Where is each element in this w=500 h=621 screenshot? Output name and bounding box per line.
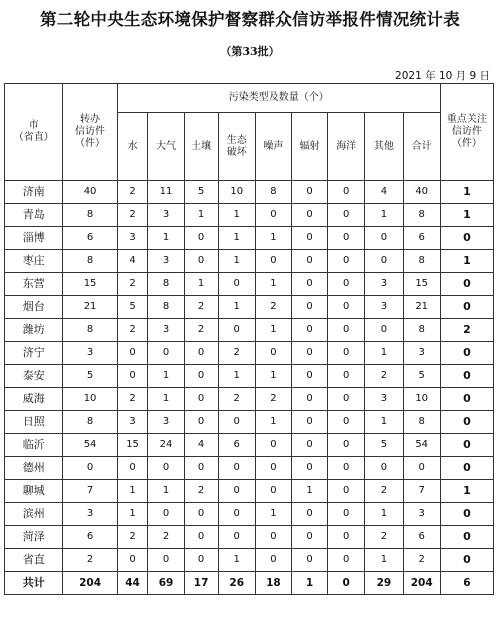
cell-eco: 0: [218, 319, 255, 342]
cell-eco: 0: [218, 480, 255, 503]
header-radiation: 辐射: [291, 113, 327, 181]
cell-other: 29: [365, 572, 403, 595]
table-row: [5, 434, 494, 457]
cell-city: 济宁: [5, 342, 63, 365]
cell-soil: 0: [184, 549, 218, 572]
cell-city: 济南: [5, 181, 63, 204]
cell-soil: 4: [184, 434, 218, 457]
cell-other: 1: [365, 549, 403, 572]
cell-transferred: 54: [63, 434, 117, 457]
header-noise: 噪声: [255, 113, 291, 181]
cell-eco: 1: [218, 365, 255, 388]
cell-transferred: 8: [63, 204, 117, 227]
cell-air: 11: [148, 181, 184, 204]
cell-other: 2: [365, 480, 403, 503]
cell-transferred: 204: [63, 572, 117, 595]
cell-transferred: 21: [63, 296, 117, 319]
cell-eco: 1: [218, 296, 255, 319]
cell-water: 3: [117, 411, 148, 434]
cell-key: 1: [440, 181, 493, 204]
cell-other: 3: [365, 296, 403, 319]
header-air: 大气: [148, 113, 184, 181]
cell-city: 临沂: [5, 434, 63, 457]
table-row: [5, 365, 494, 388]
cell-eco: 1: [218, 204, 255, 227]
cell-noise: 0: [255, 457, 291, 480]
cell-soil: 0: [184, 227, 218, 250]
cell-other: 1: [365, 411, 403, 434]
cell-transferred: 10: [63, 388, 117, 411]
cell-city: 东营: [5, 273, 63, 296]
cell-eco: 0: [218, 411, 255, 434]
cell-air: 1: [148, 480, 184, 503]
cell-air: 8: [148, 273, 184, 296]
cell-ocean: 0: [328, 296, 365, 319]
cell-subtotal: 21: [403, 296, 440, 319]
cell-water: 2: [117, 273, 148, 296]
cell-noise: 18: [255, 572, 291, 595]
cell-water: 15: [117, 434, 148, 457]
cell-noise: 0: [255, 549, 291, 572]
cell-key: 0: [440, 411, 493, 434]
table-row: [5, 204, 494, 227]
cell-key: 1: [440, 480, 493, 503]
cell-eco: 2: [218, 342, 255, 365]
cell-subtotal: 8: [403, 250, 440, 273]
cell-water: 2: [117, 319, 148, 342]
cell-key: 0: [440, 365, 493, 388]
cell-key: 2: [440, 319, 493, 342]
cell-subtotal: 2: [403, 549, 440, 572]
cell-other: 5: [365, 434, 403, 457]
cell-transferred: 3: [63, 342, 117, 365]
cell-subtotal: 6: [403, 526, 440, 549]
cell-city: 共计: [5, 572, 63, 595]
cell-radiation: 0: [291, 365, 327, 388]
cell-water: 0: [117, 549, 148, 572]
cell-transferred: 15: [63, 273, 117, 296]
cell-other: 4: [365, 181, 403, 204]
cell-noise: 8: [255, 181, 291, 204]
cell-radiation: 0: [291, 227, 327, 250]
cell-city: 聊城: [5, 480, 63, 503]
cell-water: 0: [117, 365, 148, 388]
cell-noise: 2: [255, 296, 291, 319]
table-row: [5, 503, 494, 526]
cell-eco: 0: [218, 526, 255, 549]
cell-water: 4: [117, 250, 148, 273]
cell-eco: 1: [218, 250, 255, 273]
cell-other: 2: [365, 526, 403, 549]
cell-soil: 2: [184, 480, 218, 503]
cell-city: 烟台: [5, 296, 63, 319]
cell-soil: 2: [184, 319, 218, 342]
cell-noise: 1: [255, 411, 291, 434]
cell-air: 3: [148, 319, 184, 342]
cell-radiation: 0: [291, 319, 327, 342]
header-city: 市 （省直）: [5, 84, 63, 181]
cell-ocean: 0: [328, 365, 365, 388]
cell-other: 1: [365, 204, 403, 227]
cell-air: 2: [148, 526, 184, 549]
cell-other: 2: [365, 365, 403, 388]
cell-eco: 2: [218, 388, 255, 411]
cell-city: 威海: [5, 388, 63, 411]
cell-key: 0: [440, 457, 493, 480]
cell-other: 3: [365, 273, 403, 296]
cell-noise: 0: [255, 342, 291, 365]
cell-other: 0: [365, 319, 403, 342]
cell-radiation: 0: [291, 411, 327, 434]
cell-other: 0: [365, 457, 403, 480]
cell-ocean: 0: [328, 273, 365, 296]
cell-air: 1: [148, 227, 184, 250]
cell-key: 0: [440, 503, 493, 526]
cell-soil: 0: [184, 342, 218, 365]
cell-radiation: 0: [291, 434, 327, 457]
cell-soil: 0: [184, 411, 218, 434]
cell-city: 青岛: [5, 204, 63, 227]
cell-noise: 1: [255, 365, 291, 388]
cell-eco: 6: [218, 434, 255, 457]
cell-other: 3: [365, 388, 403, 411]
cell-eco: 1: [218, 549, 255, 572]
cell-transferred: 8: [63, 250, 117, 273]
cell-air: 0: [148, 457, 184, 480]
statistics-table: [4, 83, 494, 595]
table-row: [5, 273, 494, 296]
cell-soil: 0: [184, 388, 218, 411]
cell-city: 菏泽: [5, 526, 63, 549]
cell-water: 5: [117, 296, 148, 319]
table-row: [5, 181, 494, 204]
cell-transferred: 8: [63, 319, 117, 342]
cell-transferred: 6: [63, 526, 117, 549]
cell-water: 3: [117, 227, 148, 250]
cell-subtotal: 40: [403, 181, 440, 204]
cell-noise: 0: [255, 480, 291, 503]
cell-soil: 0: [184, 503, 218, 526]
table-row: [5, 296, 494, 319]
cell-transferred: 6: [63, 227, 117, 250]
cell-ocean: 0: [328, 572, 365, 595]
table-row: [5, 526, 494, 549]
cell-noise: 0: [255, 526, 291, 549]
cell-subtotal: 54: [403, 434, 440, 457]
cell-subtotal: 5: [403, 365, 440, 388]
cell-eco: 1: [218, 227, 255, 250]
cell-subtotal: 10: [403, 388, 440, 411]
cell-ocean: 0: [328, 250, 365, 273]
cell-soil: 17: [184, 572, 218, 595]
header-subtotal: 合计: [403, 113, 440, 181]
cell-ocean: 0: [328, 503, 365, 526]
cell-radiation: 0: [291, 250, 327, 273]
cell-radiation: 0: [291, 181, 327, 204]
cell-transferred: 2: [63, 549, 117, 572]
cell-other: 1: [365, 342, 403, 365]
cell-air: 0: [148, 342, 184, 365]
cell-water: 0: [117, 457, 148, 480]
table-row: [5, 549, 494, 572]
cell-ocean: 0: [328, 411, 365, 434]
cell-city: 枣庄: [5, 250, 63, 273]
header-pollution-group: 污染类型及数量（个）: [117, 84, 440, 113]
cell-radiation: 0: [291, 273, 327, 296]
cell-transferred: 3: [63, 503, 117, 526]
cell-ocean: 0: [328, 319, 365, 342]
cell-eco: 0: [218, 457, 255, 480]
cell-radiation: 1: [291, 572, 327, 595]
cell-eco: 10: [218, 181, 255, 204]
cell-ocean: 0: [328, 227, 365, 250]
cell-water: 44: [117, 572, 148, 595]
cell-key: 0: [440, 549, 493, 572]
cell-transferred: 40: [63, 181, 117, 204]
cell-city: 滨州: [5, 503, 63, 526]
cell-soil: 1: [184, 273, 218, 296]
table-row: [5, 457, 494, 480]
cell-key: 0: [440, 273, 493, 296]
cell-radiation: 0: [291, 296, 327, 319]
cell-subtotal: 3: [403, 503, 440, 526]
header-eco: 生态 破坏: [218, 113, 255, 181]
cell-radiation: 1: [291, 480, 327, 503]
cell-air: 3: [148, 250, 184, 273]
cell-ocean: 0: [328, 526, 365, 549]
report-date: 2021 年 10 月 9 日: [395, 70, 490, 82]
cell-city: 日照: [5, 411, 63, 434]
cell-city: 泰安: [5, 365, 63, 388]
table-row: [5, 342, 494, 365]
cell-key: 0: [440, 296, 493, 319]
cell-subtotal: 8: [403, 411, 440, 434]
cell-city: 德州: [5, 457, 63, 480]
cell-ocean: 0: [328, 457, 365, 480]
cell-transferred: 0: [63, 457, 117, 480]
cell-ocean: 0: [328, 181, 365, 204]
cell-key: 0: [440, 434, 493, 457]
cell-radiation: 0: [291, 388, 327, 411]
cell-transferred: 7: [63, 480, 117, 503]
table-body: [5, 181, 494, 595]
cell-radiation: 0: [291, 457, 327, 480]
cell-radiation: 0: [291, 526, 327, 549]
cell-noise: 1: [255, 227, 291, 250]
cell-other: 0: [365, 227, 403, 250]
cell-ocean: 0: [328, 342, 365, 365]
cell-key: 0: [440, 388, 493, 411]
cell-air: 8: [148, 296, 184, 319]
cell-key: 1: [440, 204, 493, 227]
cell-ocean: 0: [328, 204, 365, 227]
cell-noise: 0: [255, 250, 291, 273]
table-row: [5, 250, 494, 273]
cell-noise: 0: [255, 434, 291, 457]
table-row: [5, 227, 494, 250]
cell-air: 69: [148, 572, 184, 595]
cell-noise: 1: [255, 273, 291, 296]
cell-soil: 0: [184, 526, 218, 549]
cell-soil: 0: [184, 365, 218, 388]
cell-ocean: 0: [328, 434, 365, 457]
cell-ocean: 0: [328, 549, 365, 572]
cell-eco: 0: [218, 503, 255, 526]
cell-subtotal: 15: [403, 273, 440, 296]
header-key-focus: 重点关注 信访件 （件）: [440, 84, 493, 181]
header-transferred: 转办 信访件 （件）: [63, 84, 117, 181]
cell-subtotal: 8: [403, 319, 440, 342]
cell-water: 1: [117, 503, 148, 526]
cell-radiation: 0: [291, 549, 327, 572]
cell-air: 3: [148, 411, 184, 434]
cell-noise: 2: [255, 388, 291, 411]
cell-water: 1: [117, 480, 148, 503]
cell-city: 淄博: [5, 227, 63, 250]
cell-soil: 0: [184, 250, 218, 273]
cell-subtotal: 0: [403, 457, 440, 480]
cell-city: 省直: [5, 549, 63, 572]
cell-radiation: 0: [291, 342, 327, 365]
cell-city: 潍坊: [5, 319, 63, 342]
cell-subtotal: 204: [403, 572, 440, 595]
cell-key: 0: [440, 342, 493, 365]
table-row: [5, 480, 494, 503]
total-row: [5, 572, 494, 595]
cell-soil: 1: [184, 204, 218, 227]
cell-water: 2: [117, 181, 148, 204]
table-row: [5, 319, 494, 342]
cell-air: 0: [148, 549, 184, 572]
cell-noise: 1: [255, 503, 291, 526]
cell-radiation: 0: [291, 204, 327, 227]
cell-other: 0: [365, 250, 403, 273]
cell-water: 0: [117, 342, 148, 365]
cell-water: 2: [117, 204, 148, 227]
cell-key: 6: [440, 572, 493, 595]
cell-water: 2: [117, 526, 148, 549]
cell-subtotal: 8: [403, 204, 440, 227]
cell-ocean: 0: [328, 480, 365, 503]
cell-water: 2: [117, 388, 148, 411]
cell-other: 1: [365, 503, 403, 526]
cell-air: 0: [148, 503, 184, 526]
cell-radiation: 0: [291, 503, 327, 526]
cell-key: 0: [440, 526, 493, 549]
cell-soil: 2: [184, 296, 218, 319]
cell-noise: 0: [255, 204, 291, 227]
cell-noise: 1: [255, 319, 291, 342]
page-title: 第二轮中央生态环境保护督察群众信访举报件情况统计表: [40, 10, 460, 29]
table-row: [5, 411, 494, 434]
cell-eco: 0: [218, 273, 255, 296]
cell-subtotal: 3: [403, 342, 440, 365]
cell-subtotal: 7: [403, 480, 440, 503]
header-other: 其他: [365, 113, 403, 181]
cell-air: 1: [148, 365, 184, 388]
cell-soil: 5: [184, 181, 218, 204]
header-ocean: 海洋: [328, 113, 365, 181]
cell-air: 1: [148, 388, 184, 411]
cell-air: 24: [148, 434, 184, 457]
batch-subtitle: （第33批）: [220, 45, 280, 58]
cell-air: 3: [148, 204, 184, 227]
cell-key: 1: [440, 250, 493, 273]
cell-transferred: 8: [63, 411, 117, 434]
header-soil: 土壤: [184, 113, 218, 181]
cell-soil: 0: [184, 457, 218, 480]
cell-key: 0: [440, 227, 493, 250]
cell-subtotal: 6: [403, 227, 440, 250]
cell-eco: 26: [218, 572, 255, 595]
cell-ocean: 0: [328, 388, 365, 411]
cell-transferred: 5: [63, 365, 117, 388]
header-water: 水: [117, 113, 148, 181]
table-row: [5, 388, 494, 411]
